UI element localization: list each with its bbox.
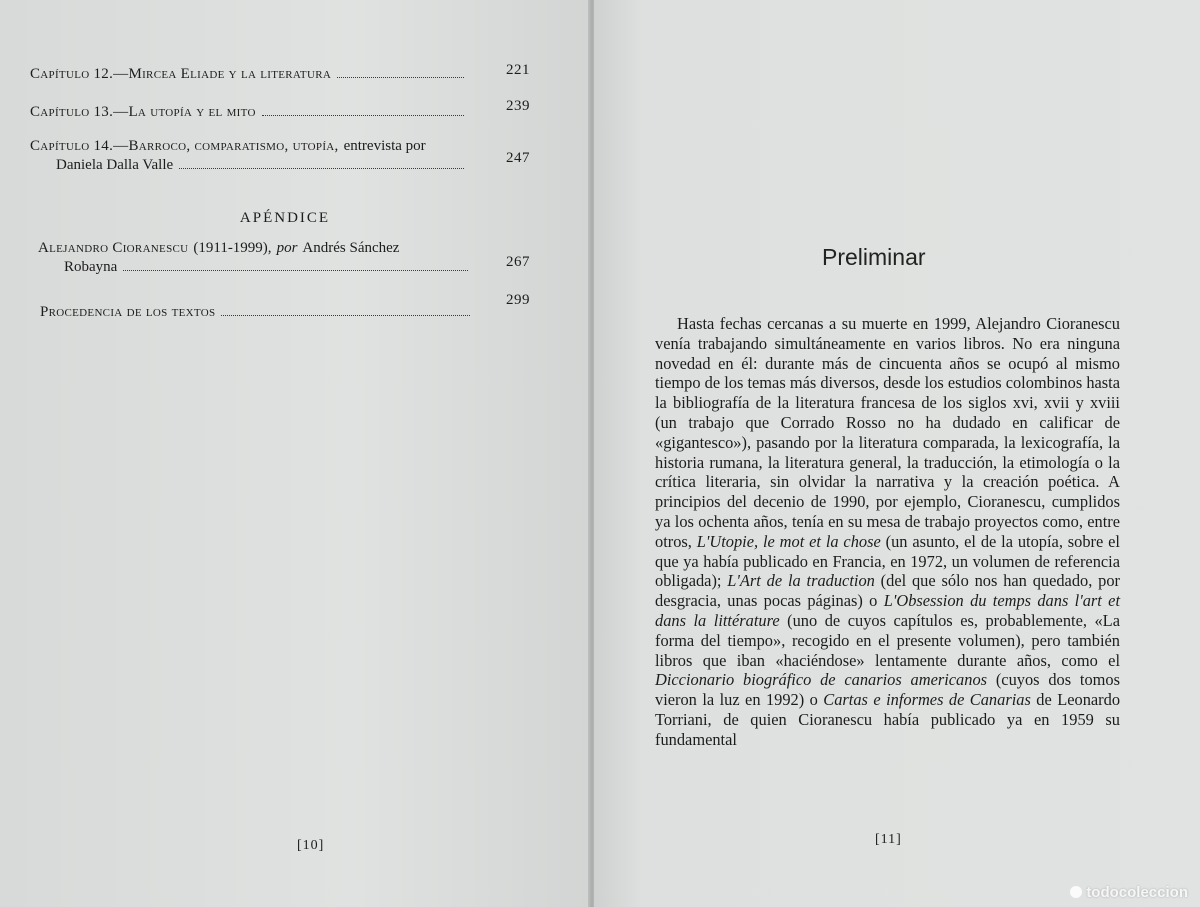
appendix-heading: APÉNDICE	[239, 210, 331, 226]
watermark	[1070, 884, 1188, 901]
body-text-run: (cuyos dos tomos vieron la luz en 1992) o	[655, 670, 1120, 710]
body-text-run: (del que sólo nos han quedado, por desgracia, unas pocas páginas) o	[655, 571, 1120, 611]
toc-label-continued: Daniela Dalla Valle	[56, 157, 174, 173]
paragraph	[655, 314, 1120, 750]
toc-label: Alejandro Cioranescu	[38, 240, 189, 256]
book-title-italic: L'Obsession du temps dans l'art et dans la littérature	[655, 591, 1120, 630]
toc-entry-chapter-12	[30, 62, 530, 83]
book-title-italic: Cartas e informes de Canarias	[823, 690, 1031, 710]
body-text-run: de Leonardo Torriani, de quien Cioranescu había publicado ya en 1959 su fundamental	[655, 690, 1121, 749]
watermark-text: todocoleccion	[1086, 884, 1188, 901]
toc-leader-dots	[337, 77, 464, 78]
left-page-folio: [10]	[297, 838, 325, 853]
show-through-text	[652, 62, 1122, 233]
toc-label: Capítulo 14.—Barroco, comparatismo, utopía,	[30, 138, 339, 154]
book-title-italic: Diccionario biográfico de canarios americanos	[655, 670, 988, 690]
chapter-title: Preliminar	[822, 244, 926, 270]
toc-page-number: 247	[506, 150, 530, 166]
toc-page-number: 299	[506, 292, 530, 308]
toc-label: Capítulo 13.—La utopía y el mito	[30, 104, 256, 120]
toc-page-number: 267	[506, 254, 530, 270]
toc-label-rest: entrevista por	[343, 138, 426, 154]
toc-label-years: (1911-1999),	[193, 240, 272, 256]
toc-leader-dots	[123, 270, 468, 271]
toc-label-continued: Robayna	[64, 259, 118, 275]
book-title-italic: L'Utopie, le mot et la chose	[696, 531, 881, 551]
toc-entry-appendix-cioranescu	[38, 240, 530, 276]
toc-label-por: por	[276, 240, 298, 256]
toc-entry-chapter-13	[30, 98, 530, 121]
toc-label: Capítulo 12.—Mircea Eliade y la literatura	[30, 66, 332, 82]
watermark-logo-icon	[1070, 886, 1082, 898]
toc-leader-dots	[221, 315, 470, 316]
left-page	[0, 0, 590, 907]
body-text-run: Hasta fechas cercanas a su muerte en 1999, Alejandro Cioranescu venía trabajando simultáneamente en varios libros. No era ninguna novedad en él: durante más de cincuenta años se ocupó al mismo tiempo de los temas más diversos, desde los estudios colombinos hasta la bibliografía de la literatura francesa de los siglos xvi, xvii y xviii (un trabajo que Corrado Rosso no ha dudado en calificar de «gigantesco»), pasando por la literatura comparada, la lexicografía, la historia rumana, la literatura general, la traducción, la etimología o la crítica literaria, sin olvidar la narrativa y la creación poética. A principios del decenio de 1990, por ejemplo, Cioranescu, cumplidos ya los ochenta años, tenía en su mesa de trabajo proyectos como, entre otros,	[655, 314, 1120, 551]
body-text-run: (uno de cuyos capítulos es, probablemente, «La forma del tiempo», recogido en el presente volumen), pero también libros que iban «haciéndose» lentamente durante años, como el	[655, 610, 1120, 670]
book-title-italic: L'Art de la traduction	[727, 571, 875, 591]
toc-page-number: 221	[506, 62, 530, 78]
toc-entry-procedencia	[40, 292, 530, 321]
toc-entry-chapter-14	[30, 138, 530, 174]
toc-leader-dots	[179, 168, 464, 169]
toc-label: Procedencia de los textos	[40, 304, 216, 320]
toc-label-author: Andrés Sánchez	[302, 240, 400, 256]
right-page-folio: [11]	[875, 832, 902, 847]
body-paragraph	[655, 314, 1120, 750]
body-text-run: (un asunto, el de la utopía, sobre el que ya había publicado en Francia, en 1972, un volumen de referencia obligada);	[655, 531, 1120, 591]
toc-leader-dots	[262, 115, 464, 116]
toc-page-number: 239	[506, 98, 530, 114]
